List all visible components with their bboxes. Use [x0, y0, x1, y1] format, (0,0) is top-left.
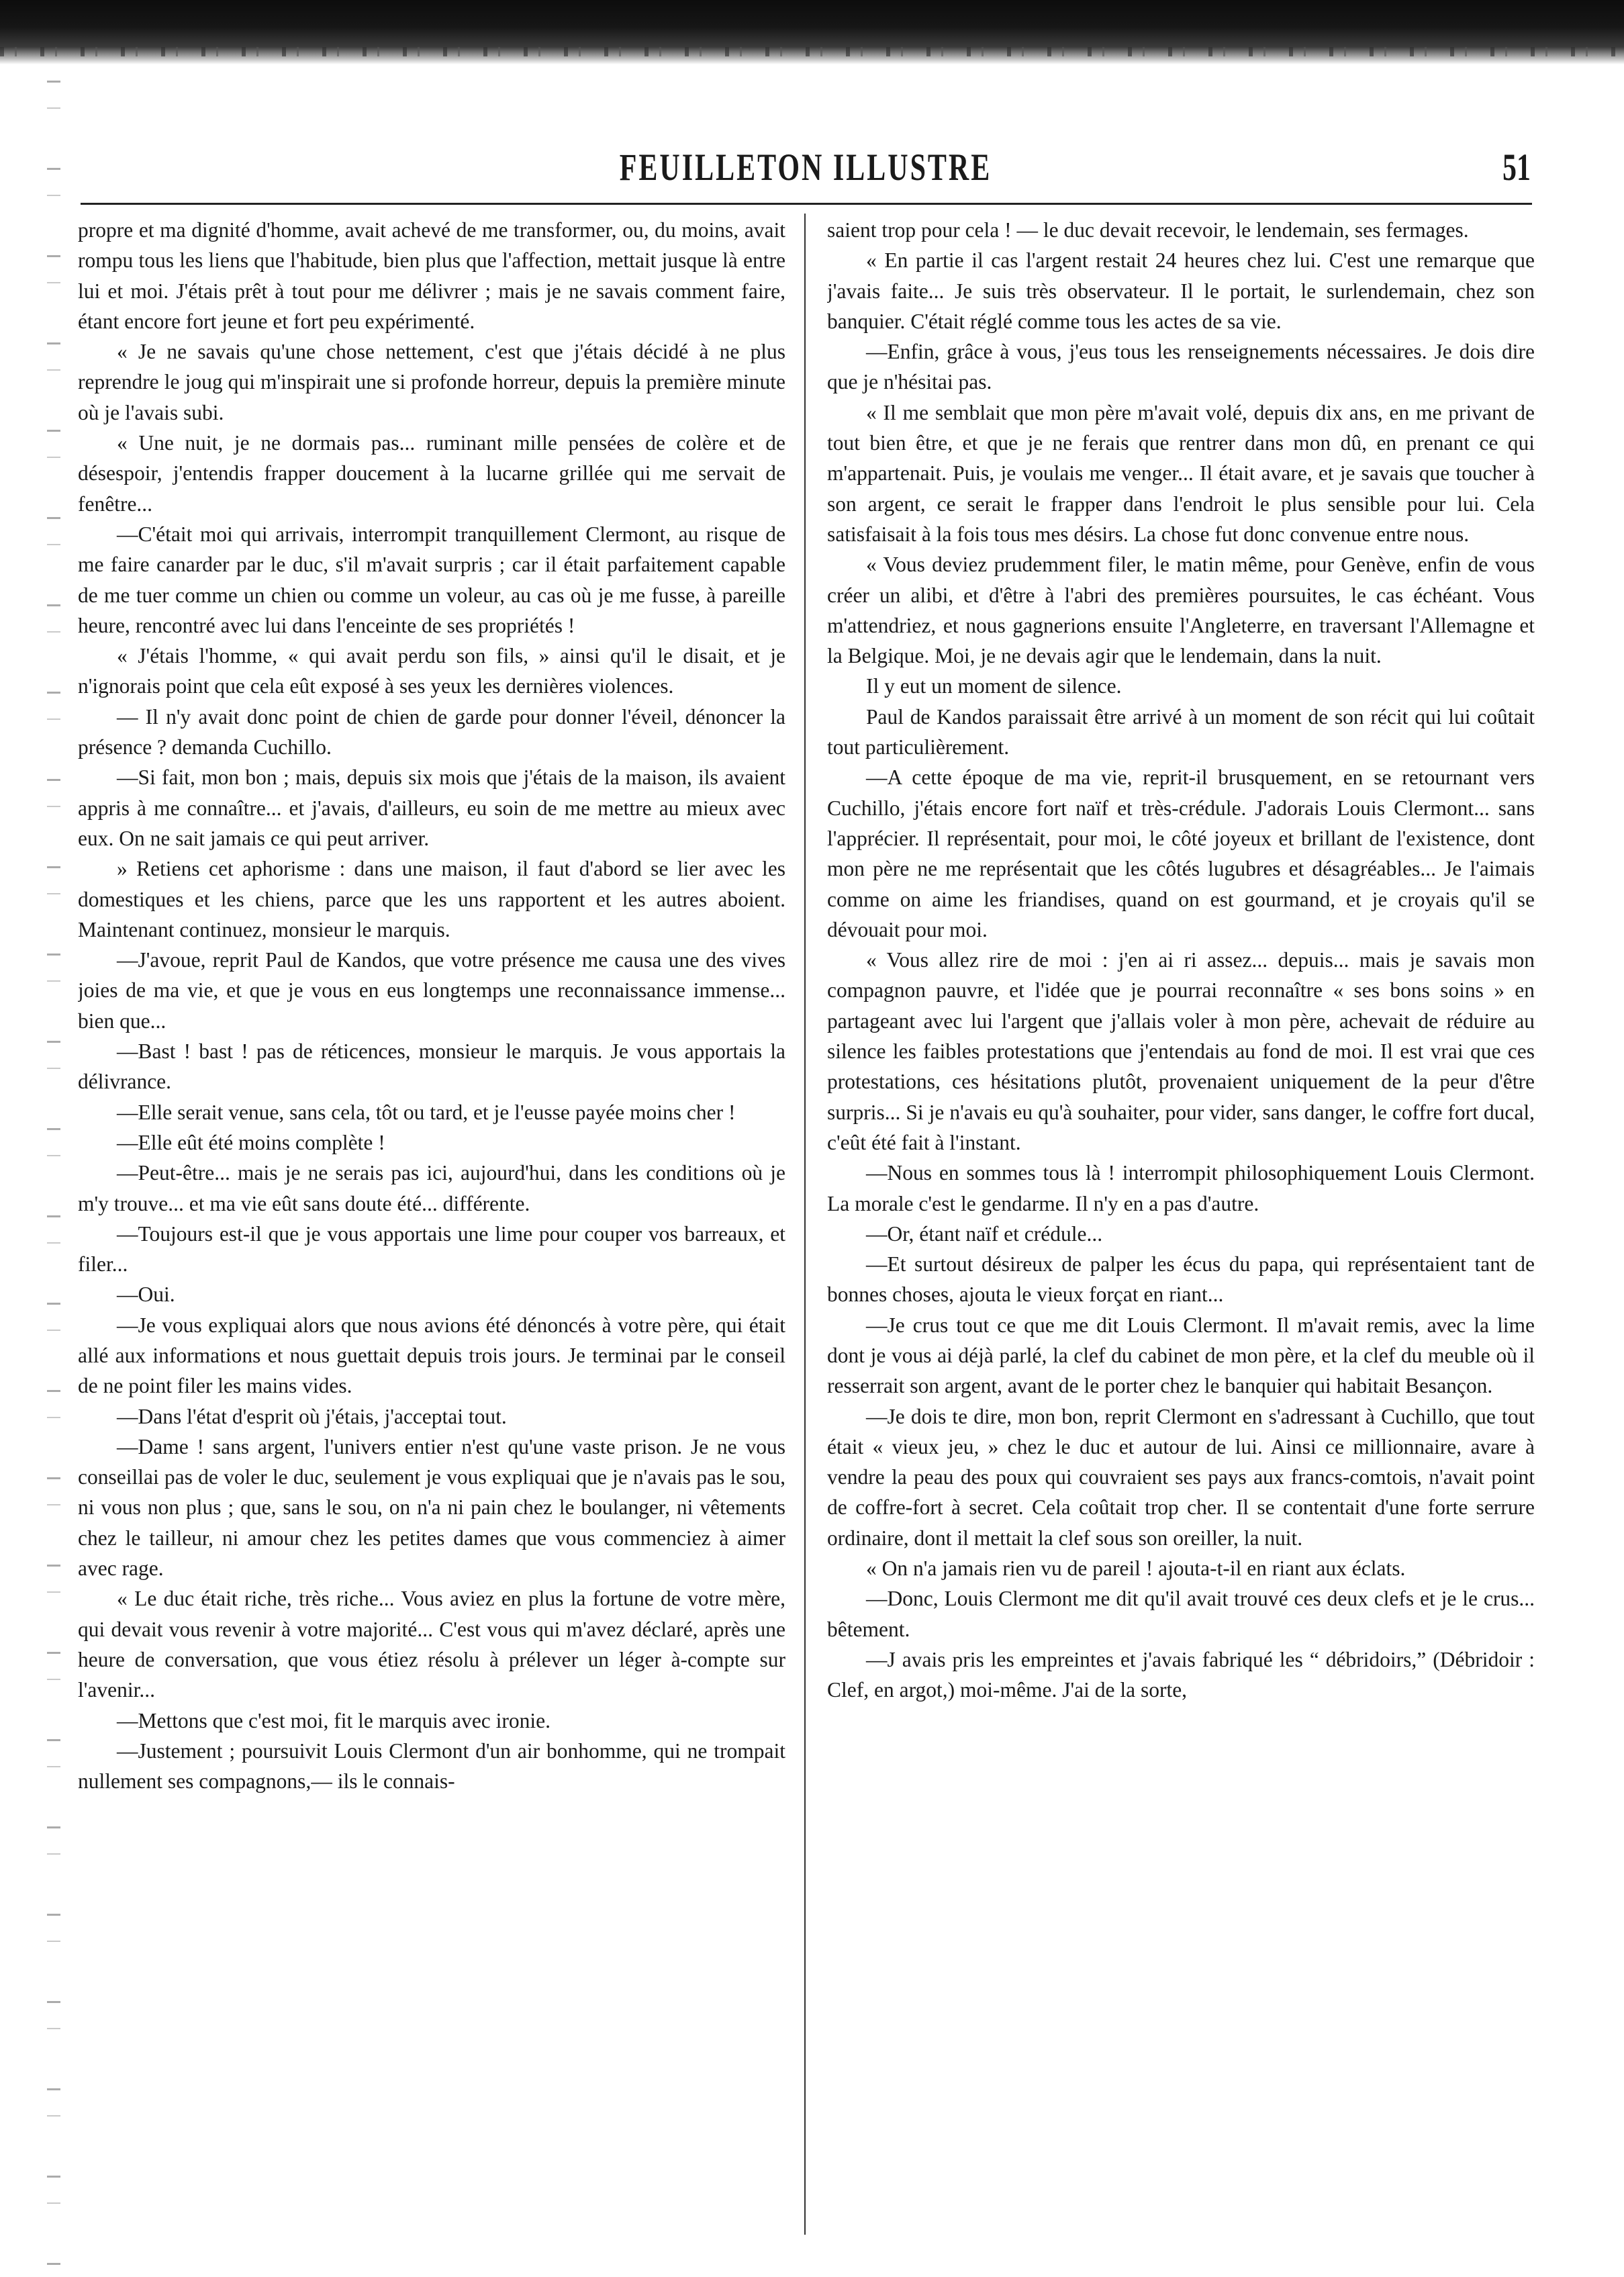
paragraph: « Le duc était riche, très riche... Vous aviez en plus la fortune de votre mère, qui devait vous revenir à votre majorité... C'est vous qui m'avez déclaré, après une heure de conversation, que vous étiez résolu à prélever un léger à-compte sur l'avenir... — [78, 1587, 785, 1702]
paragraph: —Elle eût été moins complète ! — [117, 1130, 385, 1154]
paragraph: Il y eut un moment de silence. — [866, 674, 1122, 698]
paragraph: — Il n'y avait donc point de chien de garde pour donner l'éveil, dénoncer la présence ? demanda Cuchillo. — [78, 704, 785, 759]
page-header — [81, 146, 1531, 187]
paragraph: « En partie il cas l'argent restait 24 heures chez lui. C'est une remarque que j'avais faite... Je suis très observateur. Il le portait, le surlendemain, chez son banquier. C'était réglé comme tous les actes de sa vie. — [827, 248, 1535, 333]
paragraph: —J'avoue, reprit Paul de Kandos, que votre présence me causa une des vives joies de ma vie, et que je vous en eus longtemps une reconnaissance immense... bien que... — [78, 948, 785, 1033]
paragraph: Paul de Kandos paraissait être arrivé à un moment de son récit qui lui coûtait tout particulièrement. — [827, 704, 1535, 759]
paragraph: « Vous allez rire de moi : j'en ai ri assez... depuis... mais je savais mon compagnon pauvre, et l'idée que je pourrai reconnaître « ses bons soins » en partageant avec lui l'argent que j'allais voler à mon père, achevait de réduire au silence les faibles protestations que j'entendais au fond de moi. Il est vrai que ces protestations, ces hésitations plutôt, provenaient uniquement de la peur d'être surpris... Si je n'avais eu qu'à souhaiter, pour vider, sans danger, le coffre fort ducal, c'eût été fait à l'instant. — [827, 948, 1535, 1154]
paragraph: propre et ma dignité d'homme, avait achevé de me transformer, ou, du moins, avait rompu tous les liens que l'habitude, bien plus que l'affection, mettait jusque là entre lui et moi. J'étais prêt à tout pour me délivrer ; mais je ne savais comment faire, étant encore fort jeune et fort peu expérimenté. — [78, 218, 785, 333]
paragraph: « Une nuit, je ne dormais pas... ruminant mille pensées de colère et de désespoir, j'entendis frapper doucement à la lucarne grillée qui me servait de fenêtre... — [78, 431, 785, 516]
paragraph: —Je crus tout ce que me dit Louis Clermont. Il m'avait remis, avec la lime dont je vous ai déjà parlé, la clef du cabinet de mon père, et la clef du meuble où il resserrait son argent, avant de le porter chez le banquier qui habitait Besançon. — [827, 1313, 1535, 1398]
scan-left-edge-marks — [47, 81, 60, 2270]
paragraph: —Je dois te dire, mon bon, reprit Clermont en s'adressant à Cuchillo, que tout était « vieux jeu, » chez le duc et autour de lui. Ainsi ce millionnaire, avare à vendre la peau des poux qui couvraient ses pays aux francs-comtois, n'avait point de coffre-fort à secret. Cela coûtait trop cher. Il se contentait d'une forte serrure ordinaire, dont il mettait la clef sous son oreiller, la nuit. — [827, 1404, 1535, 1550]
header-rule — [81, 203, 1532, 205]
paragraph: « J'étais l'homme, « qui avait perdu son fils, » ainsi qu'il le disait, et je n'ignorais point que cela eût exposé à ses yeux les dernières violences. — [78, 644, 785, 698]
paragraph: —Nous en sommes tous là ! interrompit philosophiquement Louis Clermont. La morale c'est le gendarme. Il n'y en a pas d'autre. — [827, 1161, 1535, 1215]
paragraph: —Dans l'état d'esprit où j'étais, j'acceptai tout. — [117, 1404, 507, 1428]
column-divider — [804, 214, 806, 2235]
paragraph: « Vous deviez prudemment filer, le matin même, pour Genève, enfin de vous créer un alibi, et d'être à l'abri des premières poursuites, le cas échéant. Vous m'attendriez, et nous gagnerions ensuite l'Angleterre, en traversant l'Allemagne et la Belgique. Moi, je ne devais agir que le lendemain, dans la nuit. — [827, 553, 1535, 668]
scan-edge-noise — [0, 47, 1624, 56]
paragraph: « Il me semblait que mon père m'avait volé, depuis dix ans, en me privant de tout bien être, et que je ne ferais que rentrer dans mon dû, en prenant ce qui m'appartenait. Puis, je voulais me venger... Il était avare, et je savais que toucher à son argent, ce serait le frapper dans l'endroit le plus sensible pour lui. Cela satisfaisait à la fois tous mes désirs. La chose fut donc convenue entre nous. — [827, 400, 1535, 546]
paragraph: —Bast ! bast ! pas de réticences, monsieur le marquis. Je vous apportais la délivrance. — [78, 1039, 785, 1094]
paragraph: —Oui. — [117, 1283, 175, 1307]
running-title: FEUILLETON ILLUSTRE — [619, 147, 992, 189]
paragraph: —C'était moi qui arrivais, interrompit tranquillement Clermont, au risque de me faire canarder par le duc, s'il m'avait surpris ; car il était parfaitement capable de me tuer comme un chien ou comme un voleur, au cas où je me fusse, à pareille heure, rencontré avec lui dans l'enceinte de ses propriétés ! — [78, 522, 785, 637]
paragraph: —Et surtout désireux de palper les écus du papa, qui représentaient tant de bonnes choses, ajouta le vieux forçat en riant... — [827, 1252, 1535, 1307]
paragraph: —A cette époque de ma vie, reprit-il brusquement, en se retournant vers Cuchillo, j'étais encore fort naïf et très-crédule. J'adorais Louis Clermont... sans l'apprécier. Il représentait, pour moi, le côté joyeux et brillant de l'existence, dont mon père ne me représentait que les côtés lugubres et désagréables... Je l'aimais comme on aime les friandises, quand on est gourmand, et je croyais qu'il se dévouait pour moi. — [827, 765, 1535, 941]
paragraph: —Mettons que c'est moi, fit le marquis avec ironie. — [117, 1708, 551, 1732]
paragraph: —Dame ! sans argent, l'univers entier n'est qu'une vaste prison. Je ne vous conseillai pas de voler le duc, seulement je vous expliquai que je n'avais pas le sou, ni vous non plus ; que, sans le sou, on n'a ni pain chez le boulanger, ni vêtements chez le tailleur, ni amour chez les petites dames que vous commenciez à aimer avec rage. — [78, 1434, 785, 1581]
paragraph: —Toujours est-il que je vous apportais une lime pour couper vos barreaux, et filer... — [78, 1221, 785, 1276]
paragraph: —Elle serait venue, sans cela, tôt ou tard, et je l'eusse payée moins cher ! — [117, 1100, 736, 1124]
paragraph: » Retiens cet aphorisme : dans une maison, il faut d'abord se lier avec les domestiques et les chiens, parce que les uns rapportent et les autres aboient. Maintenant continuez, monsieur le marquis. — [78, 857, 785, 941]
paragraph: saient trop pour cela ! — le duc devait recevoir, le lendemain, ses fermages. — [827, 218, 1469, 242]
paragraph: —Si fait, mon bon ; mais, depuis six mois que j'étais de la maison, ils avaient appris à me connaître... et j'avais, d'ailleurs, eu soin de me mettre au mieux avec eux. On ne sait jamais ce qui peut arriver. — [78, 765, 785, 850]
left-text-column — [78, 215, 785, 2243]
paragraph: « On n'a jamais rien vu de pareil ! ajouta-t-il en riant aux éclats. — [866, 1556, 1406, 1581]
paragraph: —Enfin, grâce à vous, j'eus tous les renseignements nécessaires. Je dois dire que je n'hésitai pas. — [827, 340, 1535, 394]
paragraph: —Justement ; poursuivit Louis Clermont d'un air bonhomme, qui ne trompait nullement ses compagnons,— ils le connais- — [78, 1738, 785, 1794]
paragraph: « Je ne savais qu'une chose nettement, c'est que j'étais décidé à ne plus reprendre le joug qui m'inspirait une si profonde horreur, depuis la première minute où je l'avais subi. — [78, 340, 785, 424]
paragraph: —Or, étant naïf et crédule... — [866, 1221, 1103, 1246]
right-text-column — [827, 215, 1535, 2243]
page-number: 51 — [1502, 147, 1531, 189]
paragraph: —J avais pris les empreintes et j'avais fabriqué les “ débridoirs,” (Débridoir : Clef, en argot,) moi-même. J'ai de la sorte, — [827, 1647, 1535, 1702]
paragraph: —Je vous expliquai alors que nous avions été dénoncés à votre père, qui était allé aux informations et nous guettait depuis trois jours. Je terminai par le conseil de ne point filer les mains vides. — [78, 1313, 785, 1398]
paragraph: —Donc, Louis Clermont me dit qu'il avait trouvé ces deux clefs et je le crus... bêtement. — [827, 1587, 1535, 1641]
paragraph: —Peut-être... mais je ne serais pas ici, aujourd'hui, dans les conditions où je m'y trouve... et ma vie eût sans doute été... différente. — [78, 1161, 785, 1215]
